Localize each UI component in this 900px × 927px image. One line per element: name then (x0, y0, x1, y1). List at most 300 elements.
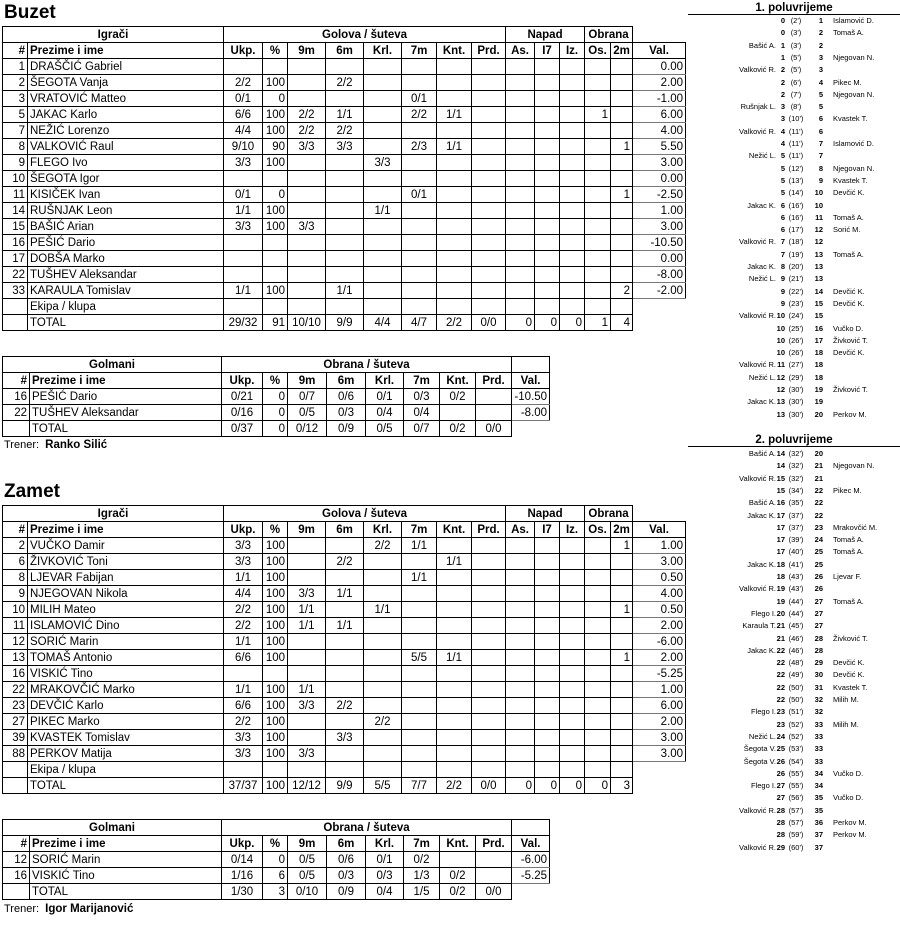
away-score: 19 (814, 385, 823, 394)
goalkeeper-rating: -10.50 (512, 389, 550, 405)
home-scorer: Flego I. (750, 608, 776, 618)
stat-cell (585, 171, 611, 187)
stat-cell: 3/3 (224, 730, 263, 746)
away-score: 32 (814, 695, 823, 704)
away-scorer: Kvastek T. (833, 114, 868, 124)
away-score: 33 (814, 744, 823, 754)
away-score: 22 (814, 485, 823, 495)
goal-minute: (37') (788, 522, 804, 532)
stat-cell (437, 171, 472, 187)
goal-event (688, 396, 900, 408)
goal-minute: (17') (788, 225, 804, 235)
home-score: 18 (776, 572, 785, 581)
total-cell: 29/32 (224, 315, 263, 331)
goal-minute: (10') (788, 114, 804, 124)
player-number: 2 (3, 538, 28, 554)
stat-cell (472, 666, 506, 682)
goal-minute: (3') (790, 40, 802, 50)
goals-group-header: Golova / šuteva (224, 506, 506, 522)
goal-minute: (13') (788, 175, 804, 185)
stat-cell (506, 139, 535, 155)
col-header: Val. (512, 836, 550, 852)
player-rating: 6.00 (633, 107, 686, 123)
away-score: 12 (814, 237, 823, 247)
stat-cell: 0/5 (288, 868, 327, 884)
total-cell: 4 (611, 315, 633, 331)
stat-cell (560, 75, 585, 91)
player-row (3, 267, 686, 283)
goal-event (688, 175, 900, 187)
goal-event (688, 633, 900, 645)
player-rating: 3.00 (633, 219, 686, 235)
coach-line (4, 439, 107, 451)
stat-cell (560, 283, 585, 299)
stat-cell (506, 602, 535, 618)
stat-cell (611, 586, 633, 602)
player-number: 22 (3, 267, 28, 283)
stat-cell (472, 123, 506, 139)
stat-cell (364, 59, 402, 75)
player-rating: 4.00 (633, 586, 686, 602)
home-score: 22 (776, 670, 785, 680)
stat-cell (535, 666, 560, 682)
stat-cell (560, 602, 585, 618)
stat-cell (224, 59, 263, 75)
stat-cell: 1 (611, 602, 633, 618)
away-score: 21 (814, 473, 823, 483)
stat-cell: 1 (585, 107, 611, 123)
away-score: 34 (814, 781, 823, 791)
goal-minute: (32') (788, 473, 804, 483)
goal-minute: (44') (788, 608, 804, 618)
stat-cell: 0/21 (222, 389, 263, 405)
stat-cell: 0/2 (404, 852, 440, 868)
bench-row-label: Ekipa / klupa (28, 762, 224, 778)
goal-minute: (43') (788, 584, 804, 594)
goal-minute: (30') (788, 385, 804, 394)
goal-minute: (30') (788, 397, 804, 407)
away-scorer: Devčić K. (833, 348, 865, 358)
player-number: 16 (3, 666, 28, 682)
away-scorer: Njegovan N. (833, 52, 875, 62)
gk-total-row (3, 884, 550, 900)
goal-minute: (44') (788, 596, 804, 606)
stat-cell (611, 91, 633, 107)
stat-cell (535, 219, 560, 235)
stat-cell (288, 554, 326, 570)
stat-cell (437, 666, 472, 682)
goal-event (688, 150, 900, 162)
stat-cell: 0/14 (222, 852, 263, 868)
home-score: 13 (776, 397, 785, 407)
total-cell: 12/12 (288, 778, 326, 794)
player-row (3, 618, 686, 634)
stat-cell (535, 251, 560, 267)
goalkeeper-row (3, 852, 550, 868)
stat-cell: 0 (263, 187, 288, 203)
goal-event (688, 756, 900, 768)
away-score: 20 (814, 449, 823, 458)
total-cell: 0 (263, 421, 288, 437)
stat-cell (506, 714, 535, 730)
home-score: 25 (776, 744, 785, 754)
stat-cell (402, 634, 437, 650)
stat-cell: 0/3 (327, 405, 366, 421)
goal-minute: (57') (788, 818, 804, 827)
away-score: 27 (814, 621, 823, 631)
stat-cell: 1/16 (222, 868, 263, 884)
player-row (3, 666, 686, 682)
home-score: 28 (776, 805, 785, 815)
stat-cell: 1 (611, 139, 633, 155)
goal-event (688, 113, 900, 125)
player-rating: 4.00 (633, 123, 686, 139)
coach-line (4, 903, 133, 915)
away-score: 10 (814, 200, 823, 210)
stat-cell (535, 139, 560, 155)
goal-minute: (53') (788, 744, 804, 754)
player-row (3, 219, 686, 235)
stat-cell (437, 219, 472, 235)
coach-name: Igor Marijanović (45, 903, 134, 915)
player-rating: 3.00 (633, 554, 686, 570)
away-score: 22 (814, 498, 823, 508)
stat-cell: 1/1 (288, 618, 326, 634)
stat-cell (402, 203, 437, 219)
defense-group-header: Obrana (585, 27, 633, 43)
stat-cell: 100 (263, 107, 288, 123)
away-scorer: Tomaš A. (833, 28, 864, 38)
stat-cell (611, 171, 633, 187)
player-rating: 2.00 (633, 650, 686, 666)
away-score: 24 (814, 535, 823, 545)
player-row (3, 570, 686, 586)
col-header: Prd. (476, 373, 512, 389)
stat-cell (506, 283, 535, 299)
stat-cell (472, 251, 506, 267)
goal-event (688, 27, 900, 39)
stat-cell (288, 730, 326, 746)
stat-cell (560, 618, 585, 634)
away-scorer: Živković T. (833, 633, 868, 643)
stat-cell: 2/2 (224, 602, 263, 618)
stat-cell (560, 650, 585, 666)
away-score: 28 (814, 633, 823, 643)
goalkeeper-number: 12 (3, 852, 30, 868)
home-score: 21 (776, 633, 785, 643)
stat-cell (437, 75, 472, 91)
away-score: 3 (818, 65, 823, 75)
stat-cell (585, 155, 611, 171)
goal-event (688, 224, 900, 236)
player-name: PERKOV Matija (28, 746, 224, 762)
stat-cell (437, 698, 472, 714)
col-header: Ukp. (224, 522, 263, 538)
goal-event (688, 372, 900, 384)
goal-event (688, 473, 900, 485)
player-number: 1 (3, 59, 28, 75)
stat-cell (437, 730, 472, 746)
total-cell: 0/7 (404, 421, 440, 437)
home-scorer: Flego I. (750, 781, 776, 791)
stat-cell (611, 75, 633, 91)
stat-cell (560, 730, 585, 746)
player-number: 8 (3, 139, 28, 155)
col-header: 7m (404, 836, 440, 852)
stat-cell: 100 (263, 554, 288, 570)
stat-cell: 100 (263, 538, 288, 554)
stat-cell (402, 554, 437, 570)
away-score: 16 (814, 323, 823, 333)
player-rating: -8.00 (633, 267, 686, 283)
player-row (3, 746, 686, 762)
player-number: 14 (3, 203, 28, 219)
stat-cell: 2/2 (288, 123, 326, 139)
stat-cell: 2/3 (402, 139, 437, 155)
stat-cell (560, 219, 585, 235)
stat-cell (402, 746, 437, 762)
player-name: ISLAMOVIĆ Dino (28, 618, 224, 634)
away-score: 15 (814, 311, 823, 321)
stat-cell (288, 155, 326, 171)
stat-cell (437, 203, 472, 219)
stat-cell: 1/1 (326, 618, 364, 634)
total-cell: 0/4 (366, 884, 404, 900)
stat-cell (585, 554, 611, 570)
player-rating: 0.50 (633, 570, 686, 586)
home-score: 23 (776, 719, 785, 729)
stat-cell (364, 698, 402, 714)
goal-event (688, 323, 900, 335)
home-score: 6 (780, 200, 785, 210)
home-score: 6 (780, 225, 785, 235)
away-score: 15 (814, 298, 823, 308)
goal-event (688, 200, 900, 212)
home-score: 10 (776, 348, 785, 358)
total-cell: 2/2 (437, 315, 472, 331)
player-name: VALKOVIĆ Raul (28, 139, 224, 155)
goal-minute: (26') (788, 348, 804, 358)
stat-cell (402, 155, 437, 171)
stat-cell: 1/1 (402, 538, 437, 554)
away-scorer: Njegovan N. (833, 89, 875, 99)
home-scorer: Flego I. (750, 707, 776, 717)
stat-cell: 3/3 (288, 139, 326, 155)
away-score: 37 (814, 830, 823, 840)
away-score: 26 (814, 572, 823, 581)
home-score: 15 (776, 473, 785, 483)
stat-cell (506, 570, 535, 586)
goal-minute: (40') (788, 547, 804, 557)
stat-cell (560, 634, 585, 650)
away-scorer: Tomaš A. (833, 535, 864, 545)
stat-cell (288, 570, 326, 586)
col-header: 7m (402, 522, 437, 538)
total-cell: 10/10 (288, 315, 326, 331)
stat-cell (326, 746, 364, 762)
stat-cell (437, 123, 472, 139)
goal-minute: (7') (790, 89, 802, 99)
stat-cell: 100 (263, 123, 288, 139)
goal-event (688, 743, 900, 755)
home-scorer: Jakac K. (747, 645, 776, 655)
stat-cell (535, 235, 560, 251)
player-name: VISKIĆ Tino (28, 666, 224, 682)
stat-cell: 1/1 (402, 570, 437, 586)
gk-group-header: Golmani (3, 357, 222, 373)
stat-cell (364, 139, 402, 155)
col-header: 9m (288, 373, 327, 389)
stat-cell: 1/1 (326, 107, 364, 123)
goalkeeper-name: PEŠIĆ Dario (30, 389, 222, 405)
stat-cell (611, 618, 633, 634)
stat-cell (472, 602, 506, 618)
col-header: I7 (535, 522, 560, 538)
home-score: 5 (780, 175, 785, 185)
stat-cell (472, 267, 506, 283)
player-row (3, 91, 686, 107)
goal-minute: (25') (788, 323, 804, 333)
player-name: TUŠHEV Aleksandar (28, 267, 224, 283)
stat-cell (611, 682, 633, 698)
stat-cell (535, 730, 560, 746)
stat-cell (585, 570, 611, 586)
half-header: 1. poluvrijeme (688, 2, 900, 15)
player-number: 33 (3, 283, 28, 299)
total-cell: 0 (560, 778, 585, 794)
stat-cell: 100 (263, 634, 288, 650)
goal-event (688, 298, 900, 310)
goalkeepers-table (2, 356, 550, 437)
stat-cell: 1/1 (437, 554, 472, 570)
stat-cell (560, 123, 585, 139)
stat-cell (560, 267, 585, 283)
stat-cell (560, 139, 585, 155)
goalkeeper-name: VISKIĆ Tino (30, 868, 222, 884)
stat-cell: 0 (263, 389, 288, 405)
col-header: % (263, 836, 288, 852)
away-score: 18 (814, 348, 823, 358)
away-scorer: Islamović D. (833, 139, 874, 148)
home-scorer: Valković R. (739, 126, 776, 136)
stat-cell (535, 123, 560, 139)
total-cell: 100 (263, 778, 288, 794)
player-number: 16 (3, 235, 28, 251)
stat-cell (402, 682, 437, 698)
goal-minute: (5') (790, 52, 802, 62)
home-scorer: Valković R. (739, 311, 776, 321)
stat-cell (364, 219, 402, 235)
stat-cell (560, 203, 585, 219)
stat-cell (560, 171, 585, 187)
player-number: 6 (3, 554, 28, 570)
stat-cell (506, 267, 535, 283)
total-cell: 0 (535, 315, 560, 331)
stat-cell (535, 171, 560, 187)
stat-cell (560, 107, 585, 123)
stat-cell (472, 746, 506, 762)
stat-cell (506, 155, 535, 171)
stat-cell (288, 75, 326, 91)
stat-cell (326, 91, 364, 107)
home-scorer: Valković R. (739, 584, 776, 594)
away-score: 17 (814, 335, 823, 345)
stat-cell (535, 602, 560, 618)
stat-cell: 0/4 (366, 405, 404, 421)
home-scorer: Šegota V. (743, 756, 776, 766)
stat-cell (560, 666, 585, 682)
team-title: Zamet (4, 481, 60, 502)
team-title: Buzet (4, 2, 56, 23)
goalkeeper-row (3, 405, 550, 421)
stat-cell (288, 251, 326, 267)
total-cell: 0/0 (472, 778, 506, 794)
stat-cell: 3/3 (224, 155, 263, 171)
away-scorer: Vučko D. (833, 768, 864, 778)
stat-cell (364, 586, 402, 602)
goal-minute: (5') (790, 65, 802, 75)
player-row (3, 554, 686, 570)
stat-cell (402, 618, 437, 634)
player-number: 10 (3, 171, 28, 187)
stat-cell: 100 (263, 650, 288, 666)
stat-cell (506, 682, 535, 698)
col-header: Prezime i ime (28, 522, 224, 538)
stat-cell (472, 730, 506, 746)
player-row (3, 730, 686, 746)
stat-cell (535, 618, 560, 634)
total-cell: 0/0 (476, 421, 512, 437)
total-cell: 1 (585, 315, 611, 331)
coach-label: Trener: (4, 439, 40, 451)
stat-cell (326, 714, 364, 730)
goal-event (688, 645, 900, 657)
player-name: DEVČIĆ Karlo (28, 698, 224, 714)
goal-event (688, 805, 900, 817)
home-scorer: Karaula T. (742, 621, 776, 631)
total-cell: 37/37 (224, 778, 263, 794)
stat-cell: 0/1 (366, 389, 404, 405)
player-name: TOMAŠ Antonio (28, 650, 224, 666)
home-score: 17 (776, 535, 785, 545)
stat-cell: 0/3 (366, 868, 404, 884)
goal-event (688, 731, 900, 743)
home-score: 22 (776, 645, 785, 655)
stat-cell: 100 (263, 586, 288, 602)
goal-minute: (18') (788, 237, 804, 247)
stat-cell (326, 187, 364, 203)
stat-cell (535, 59, 560, 75)
away-scorer: Devčić K. (833, 286, 865, 296)
home-scorer: Nežić L. (748, 372, 776, 382)
goal-minute: (49') (788, 670, 804, 680)
away-scorer: Devčić K. (833, 298, 865, 308)
stat-cell: 100 (263, 283, 288, 299)
stat-cell (585, 283, 611, 299)
goal-minute: (2') (790, 16, 802, 25)
goal-event (688, 77, 900, 89)
col-header: As. (506, 43, 535, 59)
stat-cell (402, 698, 437, 714)
away-scorer: Milih M. (833, 695, 859, 704)
stat-cell (611, 235, 633, 251)
player-row (3, 171, 686, 187)
player-row (3, 682, 686, 698)
stat-cell: 100 (263, 219, 288, 235)
player-name: NJEGOVAN Nikola (28, 586, 224, 602)
home-score: 11 (777, 360, 785, 370)
goal-minute: (41') (788, 559, 804, 569)
